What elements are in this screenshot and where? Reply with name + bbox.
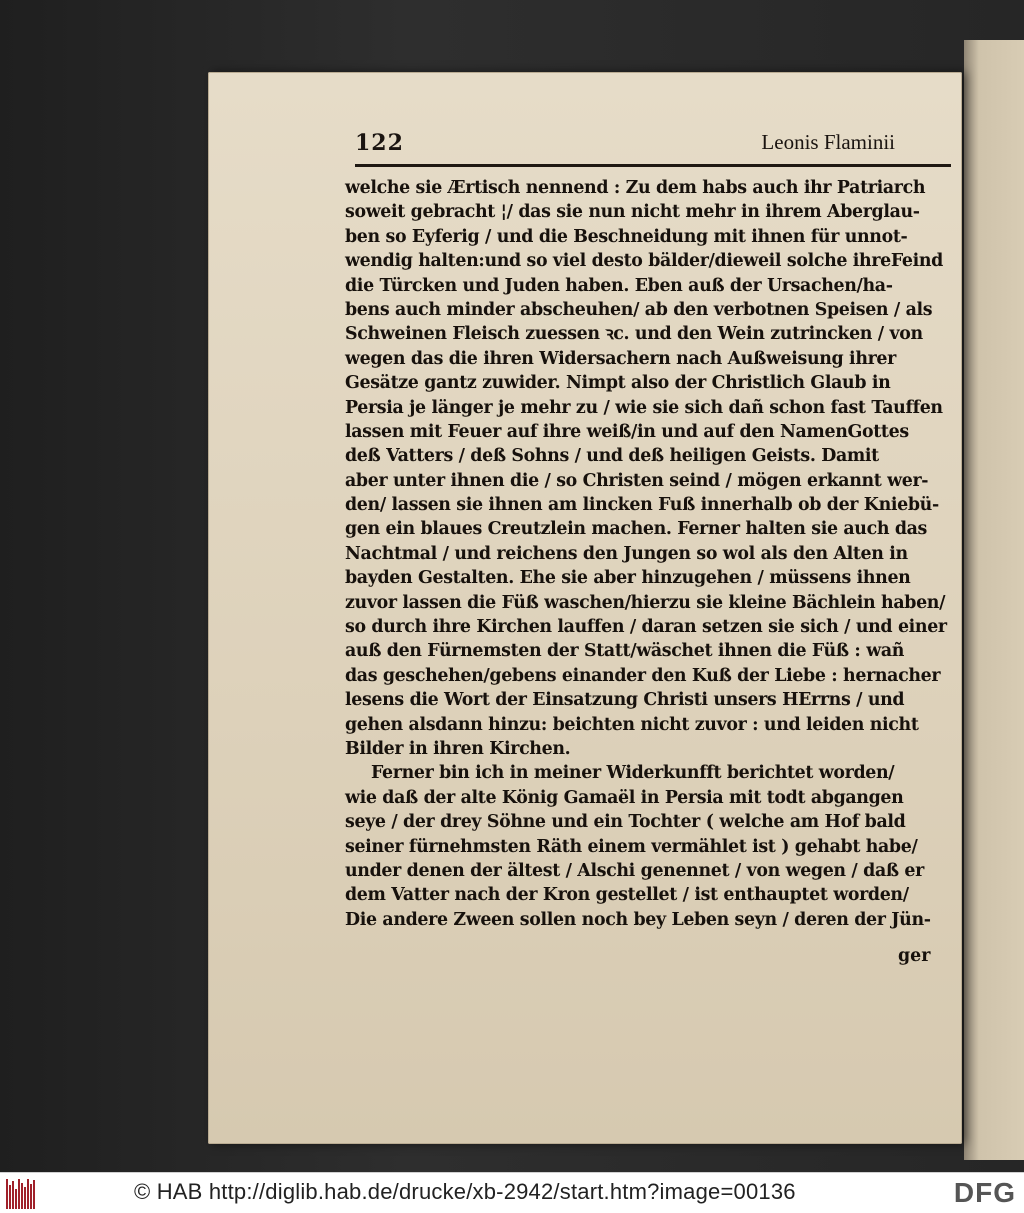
copyright-link[interactable]: © HAB http://diglib.hab.de/drucke/xb-2942/start.htm?image=00136 xyxy=(134,1179,796,1204)
text-line: auß den Fürnemsten der Statt/wäschet ihnen die Füß : wañ xyxy=(345,641,905,662)
text-line: gehen alsdann hinzu: beichten nicht zuvor : und leiden nicht xyxy=(345,714,919,735)
catchword: ger xyxy=(898,946,931,966)
page-number: 122 xyxy=(355,130,404,156)
text-line: zuvor lassen die Füß waschen/hierzu sie kleine Bächlein haben/ xyxy=(345,592,946,613)
text-line: dem Vatter nach der Kron gestellet / ist enthauptet worden/ xyxy=(345,885,909,906)
text-line: Ferner bin ich in meiner Widerkunfft berichtet worden/ xyxy=(371,763,895,784)
text-line: deß Vatters / deß Sohns / und deß heiligen Geists. Damit xyxy=(345,446,879,467)
text-line: das geschehen/gebens einander den Kuß der Liebe : hernacher xyxy=(345,665,941,686)
text-line: Die andere Zween sollen noch bey Leben seyn / deren der Jün- xyxy=(345,909,931,930)
text-line: seiner fürnehmsten Räth einem vermählet ist ) gehabt habe/ xyxy=(345,836,918,857)
header-rule xyxy=(355,164,951,167)
page-header xyxy=(355,130,951,164)
text-line: lesens die Wort der Einsatzung Christi unsers HErrns / und xyxy=(345,690,905,711)
body-text xyxy=(345,176,951,932)
text-line: Persia je länger je mehr zu / wie sie sich dañ schon fast Tauffen xyxy=(345,397,943,418)
text-line: die Türcken und Juden haben. Eben auß der Ursachen/ha- xyxy=(345,275,893,296)
text-line: den/ lassen sie ihnen am lincken Fuß innerhalb ob der Kniebü- xyxy=(345,495,939,516)
viewer-footer xyxy=(0,1172,1024,1213)
dfg-logo[interactable]: DFG xyxy=(953,1177,1016,1208)
text-line: seye / der drey Söhne und ein Tochter ( welche am Hof bald xyxy=(345,812,906,833)
hab-logo-icon[interactable] xyxy=(6,1177,38,1209)
text-line: so durch ihre Kirchen lauffen / daran setzen sie sich / und einer xyxy=(345,617,947,638)
text-line: under denen der ältest / Alschi genennet / von wegen / daß er xyxy=(345,860,924,881)
text-line: Nachtmal / und reichens den Jungen so wol als den Alten in xyxy=(345,543,908,564)
adjacent-page-edge xyxy=(964,40,1024,1160)
text-line: bens auch minder abscheuhen/ ab den verbotnen Speisen / als xyxy=(345,299,933,320)
text-line: lassen mit Feuer auf ihre weiß/in und auf den NamenGottes xyxy=(345,421,909,442)
text-line: ben so Eyferig / und die Beschneidung mit ihnen für unnot- xyxy=(345,226,908,247)
text-line: wegen das die ihren Widersachern nach Außweisung ihrer xyxy=(345,348,896,369)
text-line: wie daß der alte König Gamaël in Persia mit todt abgangen xyxy=(345,787,904,808)
text-line: wendig halten:und so viel desto bälder/dieweil solche ihreFeind xyxy=(345,251,943,272)
running-title: Leonis Flaminii xyxy=(761,130,895,154)
text-line: bayden Gestalten. Ehe sie aber hinzugehen / müssens ihnen xyxy=(345,568,911,589)
text-line: Gesätze gantz zuwider. Nimpt also der Christlich Glaub in xyxy=(345,373,891,394)
text-line: aber unter ihnen die / so Christen seind / mögen erkannt wer- xyxy=(345,470,929,491)
text-line: welche sie Ærtisch nennend : Zu dem habs auch ihr Patriarch xyxy=(345,178,926,198)
text-line: gen ein blaues Creutzlein machen. Ferner halten sie auch das xyxy=(345,519,927,540)
text-line: Schweinen Fleisch zuessen ꝛc. und den Wein zutrincken / von xyxy=(345,324,923,345)
text-line: Bilder in ihren Kirchen. xyxy=(345,738,571,759)
text-line: soweit gebracht ¦/ das sie nun nicht mehr in ihrem Aberglau- xyxy=(345,202,920,223)
